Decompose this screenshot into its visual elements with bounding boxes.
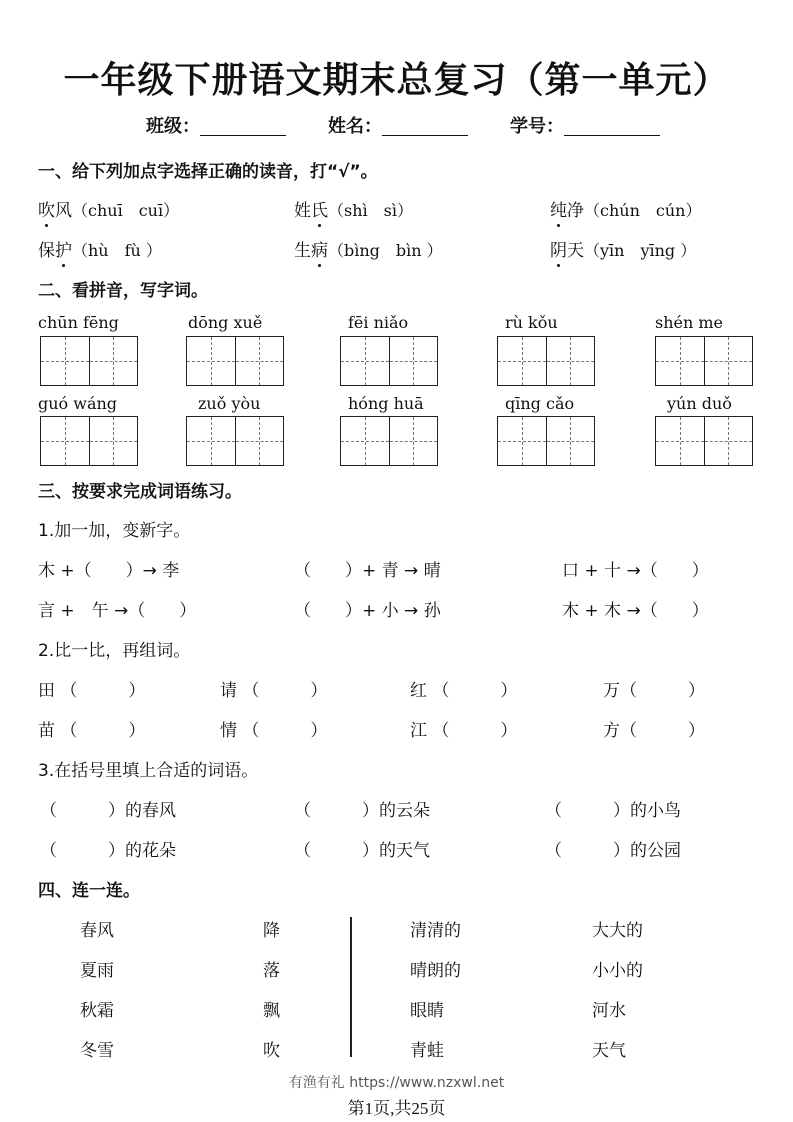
pinyin-label: rù kǒu xyxy=(505,313,558,332)
reading-item: 吹风（chuī cuī） xyxy=(38,201,180,221)
writing-grid[interactable] xyxy=(497,416,595,466)
watermark: 有渔有礼 https://www.nzxwl.net xyxy=(288,1075,505,1091)
match-word[interactable]: 吹 xyxy=(263,1041,280,1061)
writing-grid[interactable] xyxy=(186,416,284,466)
compare-item[interactable]: 苗 （ ） xyxy=(38,721,146,741)
match-word[interactable]: 冬雪 xyxy=(80,1041,114,1061)
column-divider xyxy=(350,917,352,1057)
fill-word-item[interactable]: （ ）的花朵 xyxy=(40,841,176,861)
match-word[interactable]: 青蛙 xyxy=(410,1041,444,1061)
writing-grid[interactable] xyxy=(655,336,753,386)
match-word[interactable]: 夏雨 xyxy=(80,961,114,981)
question-3-title: 3.在括号里填上合适的词语。 xyxy=(38,761,259,781)
writing-grid[interactable] xyxy=(340,416,438,466)
match-word[interactable]: 清清的 xyxy=(410,921,461,941)
match-word[interactable]: 河水 xyxy=(592,1001,626,1021)
add-char-item[interactable]: 口 + 十 →（ ） xyxy=(562,561,709,581)
compare-item[interactable]: 万（ ） xyxy=(603,681,705,701)
pinyin-label: hóng huā xyxy=(348,394,424,413)
question-1-title: 1.加一加，变新字。 xyxy=(38,521,191,541)
name-label: 姓名： xyxy=(328,116,382,137)
fill-word-item[interactable]: （ ）的春风 xyxy=(40,801,176,821)
class-blank[interactable] xyxy=(200,117,286,136)
pinyin-label: shén me xyxy=(655,313,724,332)
match-word[interactable]: 小小的 xyxy=(592,961,643,981)
add-char-item[interactable]: 木 +（ ）→ 李 xyxy=(38,561,180,581)
match-word[interactable]: 落 xyxy=(263,961,280,981)
fill-word-item[interactable]: （ ）的云朵 xyxy=(294,801,430,821)
pinyin-label: fēi niǎo xyxy=(348,313,409,332)
reading-item: 纯净（chún cún） xyxy=(550,201,702,221)
compare-item[interactable]: 江 （ ） xyxy=(410,721,518,741)
match-word[interactable]: 降 xyxy=(263,921,280,941)
section-1-heading: 一、给下列加点字选择正确的读音，打“√”。 xyxy=(38,162,378,182)
add-char-item[interactable]: 言 + 午 →（ ） xyxy=(38,601,197,621)
name-blank[interactable] xyxy=(382,117,468,136)
pinyin-label: guó wáng xyxy=(38,394,118,413)
question-2-title: 2.比一比，再组词。 xyxy=(38,641,191,661)
writing-grid[interactable] xyxy=(40,336,138,386)
pinyin-label: chūn fēng xyxy=(38,313,119,332)
writing-grid[interactable] xyxy=(40,416,138,466)
writing-grid[interactable] xyxy=(497,336,595,386)
page-title: 一年级下册语文期末总复习（第一单元） xyxy=(63,60,730,101)
section-2-heading: 二、看拼音，写字词。 xyxy=(38,281,208,301)
writing-grid[interactable] xyxy=(655,416,753,466)
fill-word-item[interactable]: （ ）的公园 xyxy=(545,841,681,861)
writing-grid[interactable] xyxy=(186,336,284,386)
reading-item: 阴天（yīn yīng ） xyxy=(550,241,697,261)
page-number: 第1页,共25页 xyxy=(347,1099,446,1118)
fill-word-item[interactable]: （ ）的小鸟 xyxy=(545,801,681,821)
match-word[interactable]: 晴朗的 xyxy=(410,961,461,981)
compare-item[interactable]: 田 （ ） xyxy=(38,681,146,701)
reading-item: 保护（hù fù ） xyxy=(38,241,162,261)
match-word[interactable]: 天气 xyxy=(592,1041,626,1061)
class-label: 班级： xyxy=(146,116,200,137)
add-char-item[interactable]: （ ）+ 小 → 孙 xyxy=(294,601,441,621)
class-field[interactable] xyxy=(146,112,286,138)
number-field[interactable] xyxy=(510,112,660,138)
match-word[interactable]: 秋霜 xyxy=(80,1001,114,1021)
compare-item[interactable]: 红 （ ） xyxy=(410,681,518,701)
pinyin-label: qīng cǎo xyxy=(505,394,575,413)
compare-item[interactable]: 方（ ） xyxy=(603,721,705,741)
fill-word-item[interactable]: （ ）的天气 xyxy=(294,841,430,861)
add-char-item[interactable]: 木 + 木 →（ ） xyxy=(562,601,709,621)
match-word[interactable]: 眼睛 xyxy=(410,1001,444,1021)
match-word[interactable]: 大大的 xyxy=(592,921,643,941)
section-3-heading: 三、按要求完成词语练习。 xyxy=(38,482,242,502)
pinyin-label: dōng xuě xyxy=(188,313,263,332)
pinyin-label: zuǒ yòu xyxy=(198,394,261,413)
match-word[interactable]: 春风 xyxy=(80,921,114,941)
compare-item[interactable]: 请 （ ） xyxy=(220,681,328,701)
number-blank[interactable] xyxy=(564,117,660,136)
writing-grid[interactable] xyxy=(340,336,438,386)
section-4-heading: 四、连一连。 xyxy=(38,881,140,901)
name-field[interactable] xyxy=(328,112,468,138)
pinyin-label: yún duǒ xyxy=(667,394,732,413)
add-char-item[interactable]: （ ）+ 青 → 晴 xyxy=(294,561,441,581)
reading-item: 姓氏（shì sì） xyxy=(294,201,413,221)
compare-item[interactable]: 情 （ ） xyxy=(220,721,328,741)
number-label: 学号： xyxy=(510,116,564,137)
reading-item: 生病（bìng bìn ） xyxy=(294,241,443,261)
match-word[interactable]: 飘 xyxy=(263,1001,280,1021)
